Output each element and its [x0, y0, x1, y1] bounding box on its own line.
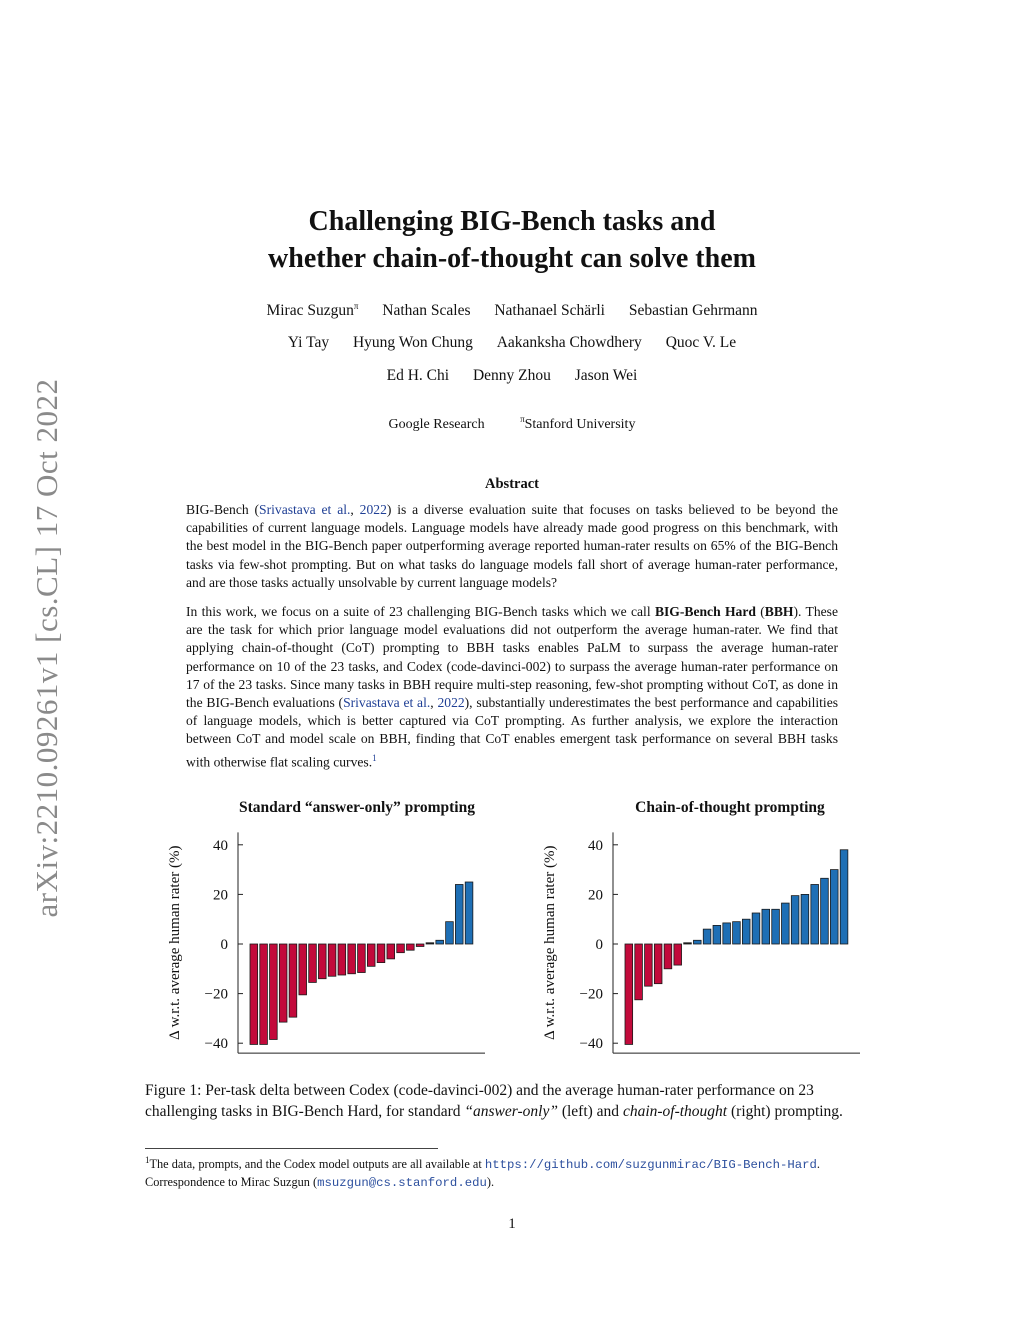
bar — [279, 944, 287, 1022]
title-line-1: Challenging BIG-Bench tasks and — [308, 206, 716, 237]
y-tick-label: 20 — [213, 887, 228, 904]
bar — [260, 944, 268, 1044]
author-row-2 — [150, 334, 874, 352]
bar — [455, 884, 463, 944]
bar — [830, 870, 838, 944]
chart-title-standard: Standard “answer-only” prompting — [239, 799, 475, 816]
bar — [821, 878, 829, 944]
bar — [358, 944, 366, 973]
author: Ed H. Chi — [386, 367, 450, 384]
author-row-1 — [150, 301, 874, 320]
bar — [416, 944, 424, 946]
footnote: $^1$The data, prompts, and the Codex model outputs are all available at https://github.com/suzgunmirac/BIG-Bench-Hard. Correspondence to Mirac Suzgun (msuzgun@cs.stanford.edu). — [145, 1155, 820, 1190]
title-line-2: whether chain-of-thought can solve them — [268, 243, 756, 274]
bar — [811, 884, 819, 944]
y-tick-label: 0 — [595, 937, 603, 953]
bar — [772, 909, 780, 944]
citation-link[interactable]: Srivastava et al. — [343, 695, 431, 711]
bar — [791, 896, 799, 944]
bar — [840, 850, 848, 944]
bar — [664, 944, 672, 969]
bar — [270, 944, 278, 1039]
author-row-3 — [150, 367, 874, 385]
bar — [703, 929, 711, 944]
bar — [742, 919, 750, 944]
bar — [436, 940, 444, 944]
bar — [397, 944, 405, 953]
bar — [328, 944, 336, 976]
author: Yi Tay — [287, 334, 330, 351]
y-tick-label: 40 — [213, 837, 228, 854]
bar — [782, 903, 790, 944]
abstract-heading: Abstract — [485, 476, 539, 492]
author: Jason Wei — [574, 367, 638, 384]
bar — [309, 944, 317, 982]
y-tick-label: −40 — [204, 1036, 228, 1053]
y-tick-label: −40 — [579, 1036, 603, 1053]
email-link[interactable]: msuzgun@cs.stanford.edu — [317, 1175, 487, 1190]
y-tick-label: 0 — [220, 937, 228, 953]
bar — [377, 944, 385, 963]
bar — [446, 922, 454, 944]
citation-link[interactable]: Srivastava et al. — [259, 502, 351, 517]
chart-title-cot: Chain-of-thought prompting — [635, 799, 825, 816]
chart-standard-prompting — [160, 820, 500, 1065]
author: Sebastian Gehrmann — [628, 302, 758, 320]
bar — [299, 944, 307, 995]
y-tick-label: 20 — [588, 887, 603, 904]
y-axis-label: Δ w.r.t. average human rater (%) — [542, 845, 558, 1040]
author: Nathan Scales — [382, 302, 471, 320]
author: Mirac Suzgun$^\pi$ — [266, 301, 359, 320]
author: Quoc V. Le — [665, 334, 737, 351]
y-tick-label: −20 — [579, 986, 603, 1003]
bar — [713, 925, 721, 944]
bar — [367, 944, 375, 966]
chart-cot-prompting — [535, 820, 875, 1065]
author: Denny Zhou — [472, 367, 551, 384]
author: Aakanksha Chowdhery — [496, 334, 642, 351]
bar — [318, 944, 326, 979]
bar — [426, 943, 434, 944]
bar — [762, 909, 770, 944]
bar — [733, 922, 741, 944]
bar — [723, 923, 731, 944]
affiliation-mark: π — [353, 301, 359, 311]
y-tick-label: 40 — [588, 837, 603, 854]
affiliation-google: Google Research — [388, 416, 485, 432]
bar — [645, 944, 653, 986]
author: Hyung Won Chung — [352, 334, 473, 351]
bar — [465, 882, 473, 944]
y-axis-label: Δ w.r.t. average human rater (%) — [167, 845, 183, 1040]
bar — [348, 944, 356, 974]
page-number: 1 — [508, 1216, 516, 1232]
github-link[interactable]: https://github.com/suzgunmirac/BIG-Bench-Hard — [484, 1158, 817, 1173]
bar — [407, 944, 415, 950]
affiliation-stanford: $^\pi$Stanford University — [520, 414, 636, 432]
bar — [635, 944, 643, 1000]
paper-title — [150, 203, 874, 277]
bar — [693, 940, 701, 944]
author: Nathanael Schärli — [494, 302, 605, 320]
footnote-link[interactable]: 1 — [372, 752, 377, 763]
affiliations — [150, 414, 874, 433]
figure-caption: Figure 1: Per-task delta between Codex (code-davinci-002) and the average human-rater performance on 23 challenging tasks in BIG-Bench Hard, for standard “answer-only” (left) and chain-of-thought (right) prompting. — [145, 1082, 843, 1120]
abstract-paragraph-2: In this work, we focus on a suite of 23 challenging BIG-Bench tasks which we call BIG-Bench Hard (BBH). These are the task for which prior language model evaluations did not outperform the average human-rater. We find that applying chain-of-thought (CoT) prompting to BBH tasks enables PaLM to surpass the average human-rater performance on 10 of the 23 tasks, and Codex (code-davinci-002) to surpass the average human-rater performance on 17 of the 23 tasks. Since many tasks in BBH require multi-step reasoning, few-shot prompting without CoT, as done in the BIG-Bench evaluations (Srivastava et al., 2022), substantially underestimates the best performance and capabilities of language models, which is better captured via CoT prompting. As further analysis, we explore the interaction between CoT and model scale on BBH, finding that CoT enables emergent task performance on several BBH tasks with otherwise flat scaling curves.$^1$ — [186, 604, 839, 770]
bar — [625, 944, 633, 1044]
citation-year-link[interactable]: 2022 — [437, 695, 465, 711]
footnote-divider — [145, 1148, 438, 1149]
bar — [250, 944, 258, 1044]
bar — [752, 913, 760, 944]
bar — [684, 943, 692, 944]
citation-year-link[interactable]: 2022 — [359, 502, 387, 517]
bar — [289, 944, 297, 1017]
bar — [674, 944, 682, 965]
bar — [338, 944, 346, 975]
arxiv-side-label: arXiv:2210.09261v1 [cs.CL] 17 Oct 2022 — [29, 378, 64, 918]
bar — [801, 894, 809, 944]
bar — [387, 944, 395, 959]
abstract-paragraph-1: BIG-Bench (Srivastava et al., 2022) is a diverse evaluation suite that focuses on tasks believed to be beyond the capabilities of current language models. Language models have already made good progress on this benchmark, with the best model in the BIG-Bench paper outperforming average reported human-rater results on 65% of the BIG-Bench tasks via few-shot prompting. But on what tasks do language models fall short of average human-rater performance, and are those tasks actually unsolvable by current language models? — [186, 502, 838, 590]
bar — [654, 944, 662, 984]
y-tick-label: −20 — [204, 986, 228, 1003]
